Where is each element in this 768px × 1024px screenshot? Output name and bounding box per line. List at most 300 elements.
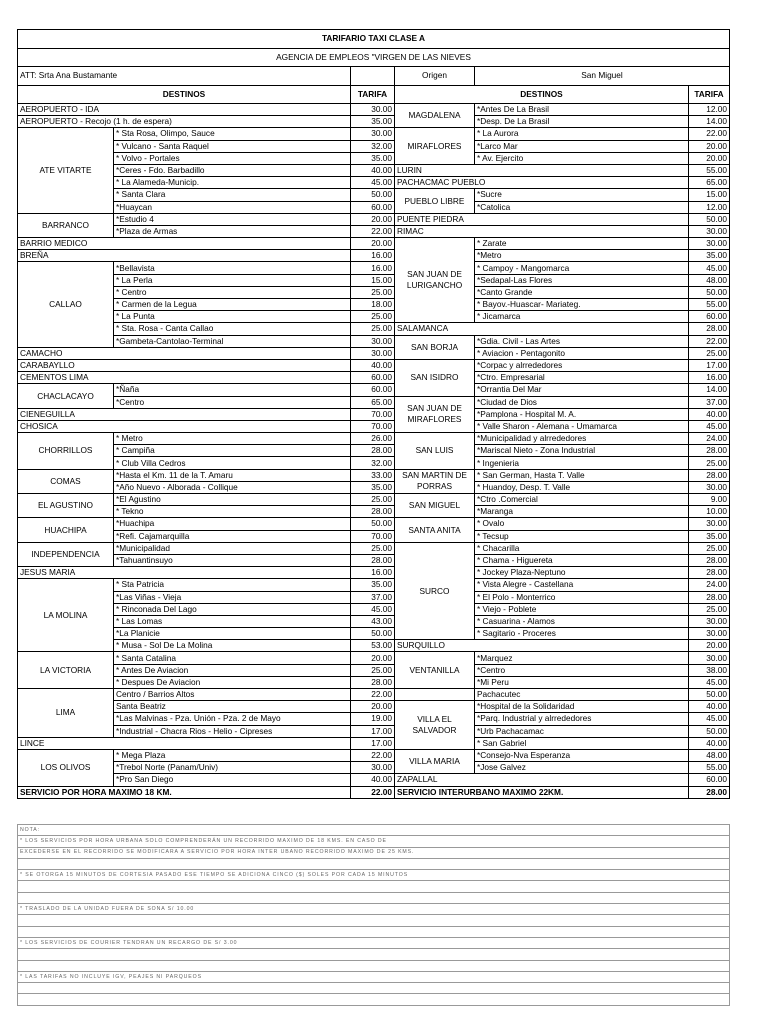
destination-sub: *Año Nuevo - Alborada - Collique	[114, 481, 351, 493]
destination-sub: * La Punta	[114, 311, 351, 323]
destination-sub: * Carmen de la Legua	[114, 299, 351, 311]
tarifa-cell: 50.00	[351, 189, 395, 201]
tarifa-cell: 50.00	[689, 213, 730, 225]
tarifa-cell: 60.00	[351, 372, 395, 384]
destination-group: LINCE	[18, 737, 351, 749]
tarifa-cell: 20.00	[689, 640, 730, 652]
destination-group: SURQUILLO	[395, 640, 689, 652]
destination-sub: * Sta Patricia	[114, 579, 351, 591]
agency-name: AGENCIA DE EMPLEOS "VIRGEN DE LAS NIEVES	[18, 48, 730, 67]
destination-sub: * Musa - Sol De La Molina	[114, 640, 351, 652]
destination-sub: * Campiña	[114, 445, 351, 457]
tarifa-cell: 28.00	[689, 469, 730, 481]
tarifa-cell: 40.00	[689, 408, 730, 420]
destination-sub: *Parq. Industrial y alrrededores	[475, 713, 689, 725]
table-row	[18, 579, 730, 591]
destination-sub: * Mega Plaza	[114, 749, 351, 761]
tarifa-cell: 43.00	[351, 615, 395, 627]
table-row	[18, 457, 730, 469]
destination-sub: * Casuarina - Alamos	[475, 615, 689, 627]
table-row	[18, 518, 730, 530]
destination-sub: *Gdia. Civil - Las Artes	[475, 335, 689, 347]
destination-sub: * Jockey Plaza-Neptuno	[475, 567, 689, 579]
destination-sub: * Despues De Aviacion	[114, 676, 351, 688]
destination-sub: *Metro	[475, 250, 689, 262]
destination-sub: * Centro	[114, 286, 351, 298]
destination-sub: *Corpac y alrrededores	[475, 359, 689, 371]
table-row	[18, 311, 730, 323]
table-row	[18, 554, 730, 566]
left-destinos-header: DESTINOS	[18, 85, 351, 104]
tarifa-cell: 45.00	[689, 713, 730, 725]
tarifa-cell: 35.00	[351, 481, 395, 493]
note-spacer	[18, 881, 730, 892]
tarifa-cell: 22.00	[351, 749, 395, 761]
destination-sub: * Chama - Higuereta	[475, 554, 689, 566]
destination-group: ATE VITARTE	[18, 128, 114, 213]
tarifa-cell: 37.00	[351, 591, 395, 603]
table-row	[18, 372, 730, 384]
table-row	[18, 469, 730, 481]
destination-group: VILLA MARIA	[395, 749, 475, 773]
table-row	[18, 225, 730, 237]
destination-sub: *Consejo-Nva Esperanza	[475, 749, 689, 761]
destination-sub: * Vista Alegre - Castellana	[475, 579, 689, 591]
tarifa-cell: 35.00	[689, 530, 730, 542]
table-row	[18, 420, 730, 432]
table-row	[18, 347, 730, 359]
table-row	[18, 201, 730, 213]
att-blank	[351, 67, 395, 86]
note-line-5: * LOS SERVICIOS DE COURIER TENDRAN UN RECARGO DE S/ 3.00	[18, 937, 730, 948]
destination-sub: *Las Viñas - Vieja	[114, 591, 351, 603]
destination-sub: *Ñaña	[114, 384, 351, 396]
table-row	[18, 713, 730, 725]
table-row	[18, 737, 730, 749]
tarifa-cell: 35.00	[689, 250, 730, 262]
table-row	[18, 701, 730, 713]
destination-sub: * Viejo - Poblete	[475, 603, 689, 615]
tarifa-cell: 16.00	[351, 262, 395, 274]
tarifa-cell: 30.00	[689, 615, 730, 627]
tarifa-cell: 20.00	[351, 238, 395, 250]
note-line-3: * SE OTORGA 15 MINUTOS DE CORTESIA PASADO ESE TIEMPO SE ADICIONA CINCO ($) SOLES POR CADA 15 MINUTOS	[18, 870, 730, 881]
destination-sub: *Maranga	[475, 506, 689, 518]
tarifa-cell: 70.00	[351, 420, 395, 432]
table-row	[18, 286, 730, 298]
destination-sub: * Santa Catalina	[114, 652, 351, 664]
table-row	[18, 591, 730, 603]
destination-sub: *Jose Galvez	[475, 762, 689, 774]
destination-sub: * La Aurora	[475, 128, 689, 140]
destination-sub: *Hasta el Km. 11 de la T. Amaru	[114, 469, 351, 481]
tarifa-cell: 30.00	[689, 628, 730, 640]
destination-sub: * Ovalo	[475, 518, 689, 530]
tarifa-cell: 18.00	[351, 299, 395, 311]
destination-group: CHACLACAYO	[18, 384, 114, 408]
hourly-service-label: SERVICIO POR HORA MAXIMO 18 KM.	[18, 786, 351, 798]
table-row	[18, 725, 730, 737]
table-row	[18, 762, 730, 774]
tarifa-cell: 30.00	[351, 762, 395, 774]
destination-group: MAGDALENA	[395, 104, 475, 128]
table-row	[18, 506, 730, 518]
destination-group: CARABAYLLO	[18, 359, 351, 371]
tarifa-cell: 38.00	[689, 664, 730, 676]
destination-group: SAN JUAN DE MIRAFLORES	[395, 396, 475, 433]
note-line-4: * TRASLADO DE LA UNIDAD FUERA DE SONA S/ 10.00	[18, 904, 730, 915]
notes-title: NOTA:	[18, 825, 730, 836]
tarifa-cell: 60.00	[351, 201, 395, 213]
destination-group: AEROPUERTO - IDA	[18, 104, 351, 116]
tarifa-cell: 45.00	[689, 420, 730, 432]
destination-sub: * Sagitario - Proceres	[475, 628, 689, 640]
tarifa-cell: 28.00	[689, 567, 730, 579]
tarifa-cell: 40.00	[689, 701, 730, 713]
destination-group: EL AGUSTINO	[18, 494, 114, 518]
table-row	[18, 567, 730, 579]
table-row	[18, 408, 730, 420]
tarifa-cell: 25.00	[351, 323, 395, 335]
tarifa-cell: 9.00	[689, 494, 730, 506]
destination-group: BREÑA	[18, 250, 351, 262]
tarifa-cell: 25.00	[689, 603, 730, 615]
table-row	[18, 774, 730, 786]
table-row	[18, 530, 730, 542]
destination-sub: *Canto Grande	[475, 286, 689, 298]
destination-sub: * Club Villa Cedros	[114, 457, 351, 469]
note-spacer	[18, 994, 730, 1005]
destination-group: SAN ISIDRO	[395, 359, 475, 396]
tarifa-cell: 19.00	[351, 713, 395, 725]
table-row	[18, 140, 730, 152]
destination-sub: *Mariscal Nieto - Zona Industrial	[475, 445, 689, 457]
tarifa-cell: 50.00	[351, 628, 395, 640]
table-row	[18, 433, 730, 445]
note-spacer	[18, 915, 730, 926]
tarifa-cell: 30.00	[351, 104, 395, 116]
destination-group: PUENTE PIEDRA	[395, 213, 689, 225]
table-row	[18, 323, 730, 335]
tarifa-cell: 40.00	[351, 359, 395, 371]
destination-group: SAN MARTIN DE PORRAS	[395, 469, 475, 493]
table-row	[18, 542, 730, 554]
table-row	[18, 213, 730, 225]
destination-group: INDEPENDENCIA	[18, 542, 114, 566]
destination-sub: * Volvo - Portales	[114, 152, 351, 164]
tarifa-cell: 14.00	[689, 384, 730, 396]
tarifa-cell: 17.00	[351, 737, 395, 749]
destination-sub: * Santa Clara	[114, 189, 351, 201]
tarifa-cell: 20.00	[351, 213, 395, 225]
destination-group: PUEBLO LIBRE	[395, 189, 475, 213]
destination-sub: *La Planicie	[114, 628, 351, 640]
tarifa-cell: 25.00	[351, 494, 395, 506]
destination-group: VENTANILLA	[395, 652, 475, 689]
table-row	[18, 189, 730, 201]
destination-group: LA MOLINA	[18, 579, 114, 652]
destination-sub: *Ciudad de Dios	[475, 396, 689, 408]
destination-group: LOS OLIVOS	[18, 749, 114, 786]
destination-group: LA VICTORIA	[18, 652, 114, 689]
table-row	[18, 104, 730, 116]
table-row	[18, 262, 730, 274]
destination-group: SANTA ANITA	[395, 518, 475, 542]
destination-group: SAN MIGUEL	[395, 494, 475, 518]
destination-sub: *Huachipa	[114, 518, 351, 530]
destination-group: AEROPUERTO - Recojo (1 h. de espera)	[18, 116, 351, 128]
destination-sub: * Aviacion - Pentagonito	[475, 347, 689, 359]
table-row	[18, 676, 730, 688]
tarifa-cell: 28.00	[689, 554, 730, 566]
tarifa-cell: 60.00	[689, 774, 730, 786]
tarifa-cell: 37.00	[689, 396, 730, 408]
tarifa-cell: 40.00	[351, 774, 395, 786]
tarifa-cell: 45.00	[689, 262, 730, 274]
tarifa-cell: 45.00	[689, 676, 730, 688]
tarifa-cell: 28.00	[689, 445, 730, 457]
destination-sub: * Jicamarca	[475, 311, 689, 323]
destination-sub: *Ceres - Fdo. Barbadillo	[114, 164, 351, 176]
destination-sub: *Trebol Norte (Panam/Univ)	[114, 762, 351, 774]
destination-group: SURCO	[395, 542, 475, 640]
destination-group: MIRAFLORES	[395, 128, 475, 165]
destination-group: BARRANCO	[18, 213, 114, 237]
table-row	[18, 335, 730, 347]
tarifa-cell: 30.00	[689, 518, 730, 530]
table-row	[18, 299, 730, 311]
footer-row	[18, 786, 730, 798]
tarifa-cell: 20.00	[351, 701, 395, 713]
destination-sub: * Sta. Rosa - Canta Callao	[114, 323, 351, 335]
tarifa-cell: 25.00	[689, 457, 730, 469]
destination-sub: *Sucre	[475, 189, 689, 201]
destination-sub: *Municipalidad	[114, 542, 351, 554]
destination-group: SAN BORJA	[395, 335, 475, 359]
note-spacer	[18, 983, 730, 994]
destination-sub: * Metro	[114, 433, 351, 445]
destination-group: BARRIO MEDICO	[18, 238, 351, 250]
tarifa-cell: 14.00	[689, 116, 730, 128]
tarifa-cell: 25.00	[351, 542, 395, 554]
destination-sub: *Urb Pachacamac	[475, 725, 689, 737]
tarifa-cell: 16.00	[351, 567, 395, 579]
destination-sub: * La Alameda-Municip.	[114, 177, 351, 189]
destination-sub: *Pro San Diego	[114, 774, 351, 786]
destination-group	[395, 689, 475, 701]
right-destinos-header: DESTINOS	[395, 85, 689, 104]
destination-sub: *Pamplona - Hospital M. A.	[475, 408, 689, 420]
destination-group: SAN JUAN DE LURIGANCHO	[395, 238, 475, 323]
tarifa-cell: 25.00	[689, 347, 730, 359]
tarifa-cell: 65.00	[351, 396, 395, 408]
table-row	[18, 396, 730, 408]
tarifa-cell: 50.00	[689, 286, 730, 298]
table-row	[18, 689, 730, 701]
table-row	[18, 116, 730, 128]
destination-sub: *Plaza de Armas	[114, 225, 351, 237]
tarifa-cell: 48.00	[689, 274, 730, 286]
tarifa-cell: 25.00	[351, 664, 395, 676]
note-spacer	[18, 960, 730, 971]
table-row	[18, 445, 730, 457]
tarifa-cell: 40.00	[351, 164, 395, 176]
destination-sub: * Zarate	[475, 238, 689, 250]
tarifa-cell: 40.00	[689, 737, 730, 749]
table-row	[18, 640, 730, 652]
destination-sub: *Ctro. Empresarial	[475, 372, 689, 384]
destination-sub: Pachacutec	[475, 689, 689, 701]
tarifa-cell: 20.00	[689, 152, 730, 164]
destination-group: HUACHIPA	[18, 518, 114, 542]
destination-sub: * Tekno	[114, 506, 351, 518]
tarifa-cell: 60.00	[351, 384, 395, 396]
tarifa-cell: 32.00	[351, 457, 395, 469]
table-row	[18, 615, 730, 627]
tarifa-cell: 53.00	[351, 640, 395, 652]
tarifa-cell: 16.00	[689, 372, 730, 384]
table-row	[18, 384, 730, 396]
table-row	[18, 274, 730, 286]
tarifa-cell: 55.00	[689, 164, 730, 176]
tarifa-cell: 12.00	[689, 201, 730, 213]
destination-sub: *Hospital de la Solidaridad	[475, 701, 689, 713]
destination-group: CAMACHO	[18, 347, 351, 359]
destination-sub: * Huandoy, Desp. T. Valle	[475, 481, 689, 493]
tarifa-cell: 28.00	[689, 591, 730, 603]
tarifa-cell: 45.00	[351, 603, 395, 615]
destination-sub: *Las Malvinas - Pza. Unión - Pza. 2 de Mayo	[114, 713, 351, 725]
table-row	[18, 749, 730, 761]
tarifa-cell: 28.00	[351, 676, 395, 688]
tarifa-cell: 48.00	[689, 749, 730, 761]
destination-group: PACHACMAC PUEBLO	[395, 177, 689, 189]
tarifa-cell: 28.00	[689, 323, 730, 335]
note-line-2: EXCEDERSE EN EL RECORRIDO SE MODIFICARA A SERVICIO POR HORA INTER UBANO RECORRIDO MAXIMO DE 25 KMS.	[18, 847, 730, 858]
destination-sub: *Tahuantinsuyo	[114, 554, 351, 566]
sheet-title: TARIFARIO TAXI CLASE A	[18, 30, 730, 49]
table-row	[18, 359, 730, 371]
tarifa-cell: 30.00	[689, 238, 730, 250]
note-spacer	[18, 949, 730, 960]
tarifa-cell: 30.00	[351, 347, 395, 359]
destination-sub: * Ingenieria	[475, 457, 689, 469]
destination-sub: * El Polo - Monterrico	[475, 591, 689, 603]
tarifa-cell: 25.00	[351, 286, 395, 298]
destination-sub: * Tecsup	[475, 530, 689, 542]
tarifa-cell: 33.00	[351, 469, 395, 481]
tarifa-cell: 15.00	[689, 189, 730, 201]
destination-sub: *Antes De La Brasil	[475, 104, 689, 116]
destination-sub: * Sta Rosa, Olimpo, Sauce	[114, 128, 351, 140]
table-row	[18, 128, 730, 140]
notes-table	[17, 824, 730, 1006]
tarifa-cell: 24.00	[689, 433, 730, 445]
tarifa-cell: 24.00	[689, 579, 730, 591]
tarifa-cell: 28.00	[351, 506, 395, 518]
note-line-1: * LOS SERVICIOS POR HORA URBANA SOLO COMPRENDERÁN UN RECORRIDO MAXIMO DE 18 KMS. EN CASO DE	[18, 836, 730, 847]
hourly-service-price: 22.00	[351, 786, 395, 798]
tariff-table	[17, 29, 730, 799]
left-tarifa-header: TARIFA	[351, 85, 395, 104]
tarifa-cell: 25.00	[689, 542, 730, 554]
destination-group: VILLA EL SALVADOR	[395, 701, 475, 750]
destination-group: SALAMANCA	[395, 323, 689, 335]
tarifa-cell: 10.00	[689, 506, 730, 518]
tarifa-cell: 35.00	[351, 116, 395, 128]
destination-sub: *Estudio 4	[114, 213, 351, 225]
destination-sub: *Bellavista	[114, 262, 351, 274]
destination-sub: *Marquez	[475, 652, 689, 664]
destination-sub: * Campoy - Mangomarca	[475, 262, 689, 274]
tarifa-cell: 17.00	[351, 725, 395, 737]
origin-value: San Miguel	[475, 67, 730, 86]
destination-group: LURIN	[395, 164, 689, 176]
right-tarifa-header: TARIFA	[689, 85, 730, 104]
note-line-6: * LAS TARIFAS NO INCLUYE IGV, PEAJES NI PARQUEOS	[18, 971, 730, 982]
tarifa-cell: 30.00	[689, 481, 730, 493]
tarifa-cell: 22.00	[351, 689, 395, 701]
tarifa-cell: 20.00	[351, 652, 395, 664]
tarifa-cell: 35.00	[351, 579, 395, 591]
tarifa-cell: 50.00	[689, 689, 730, 701]
destination-sub: * Chacarilla	[475, 542, 689, 554]
destination-sub: * Las Lomas	[114, 615, 351, 627]
tarifa-cell: 30.00	[351, 128, 395, 140]
table-row	[18, 238, 730, 250]
destination-sub: *Orrantia Del Mar	[475, 384, 689, 396]
tarifa-cell: 28.00	[351, 445, 395, 457]
tarifa-cell: 70.00	[351, 530, 395, 542]
destination-sub: * Vulcano - Santa Raquel	[114, 140, 351, 152]
table-row	[18, 652, 730, 664]
destination-sub: *Mi Peru	[475, 676, 689, 688]
tarifa-cell: 20.00	[689, 140, 730, 152]
destination-group: COMAS	[18, 469, 114, 493]
tarifa-cell: 55.00	[689, 762, 730, 774]
destination-sub: *Refi. Cajamarquilla	[114, 530, 351, 542]
tarifa-cell: 50.00	[689, 725, 730, 737]
table-row	[18, 164, 730, 176]
destination-sub: * San German, Hasta T. Valle	[475, 469, 689, 481]
destination-sub: *Huaycan	[114, 201, 351, 213]
tarifa-cell: 15.00	[351, 274, 395, 286]
destination-group: ZAPALLAL	[395, 774, 689, 786]
tarifa-cell: 35.00	[351, 152, 395, 164]
destination-sub: * Valle Sharon - Alemana - Umamarca	[475, 420, 689, 432]
destination-sub: * Bayov.-Huascar- Mariateg.	[475, 299, 689, 311]
tarifa-cell: 26.00	[351, 433, 395, 445]
origin-label: Origen	[395, 67, 475, 86]
table-row	[18, 481, 730, 493]
tarifa-cell: 30.00	[351, 335, 395, 347]
destination-group: RIMAC	[395, 225, 689, 237]
tarifa-cell: 12.00	[689, 104, 730, 116]
destination-sub: *Catolica	[475, 201, 689, 213]
destination-sub: *Centro	[114, 396, 351, 408]
tarifa-cell: 22.00	[351, 225, 395, 237]
interurban-service-label: SERVICIO INTERURBANO MAXIMO 22KM.	[395, 786, 689, 798]
tarifa-cell: 32.00	[351, 140, 395, 152]
destination-sub: * Rinconada Del Lago	[114, 603, 351, 615]
destination-sub: *Ctro .Comercial	[475, 494, 689, 506]
tarifa-cell: 65.00	[689, 177, 730, 189]
table-row	[18, 664, 730, 676]
tarifa-cell: 50.00	[351, 518, 395, 530]
destination-group: CEMENTOS LIMA	[18, 372, 351, 384]
destination-sub: *Municipalidad y alrrededores	[475, 433, 689, 445]
tarifa-cell: 22.00	[689, 335, 730, 347]
